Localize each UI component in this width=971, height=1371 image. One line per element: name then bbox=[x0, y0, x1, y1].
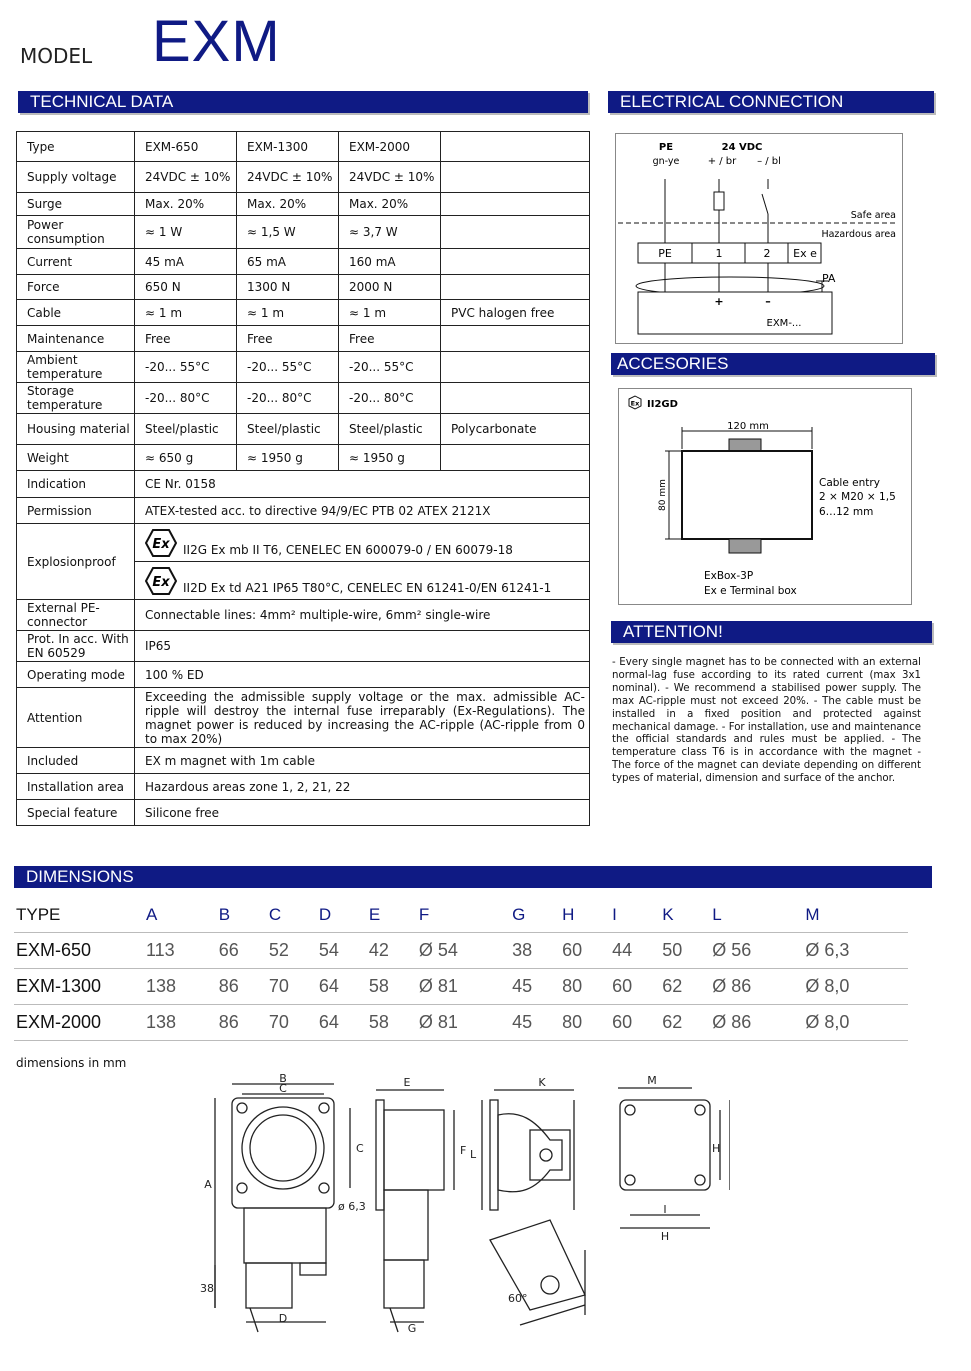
cell: 45 bbox=[510, 968, 560, 1004]
cell: Steel/plastic bbox=[339, 414, 441, 445]
dim-h-side: H bbox=[712, 1142, 721, 1155]
terminal-box-drawing bbox=[619, 389, 913, 606]
cell: 42 bbox=[367, 932, 417, 968]
included-value: EX m magnet with 1m cable bbox=[135, 748, 590, 774]
plus-terminal: + bbox=[714, 295, 724, 308]
cell: -20... 80°C bbox=[135, 383, 237, 414]
cell: 1300 N bbox=[237, 275, 339, 300]
row-label: Installation area bbox=[17, 774, 135, 800]
cell: 650 N bbox=[135, 275, 237, 300]
cell: ≈ 1,5 W bbox=[237, 216, 339, 249]
cell: 58 bbox=[367, 968, 417, 1004]
row-label: Prot. In acc. With EN 60529 bbox=[17, 631, 135, 662]
col-header: E bbox=[368, 904, 381, 924]
dim-38: 38 bbox=[200, 1282, 214, 1295]
accessories-diagram bbox=[618, 388, 912, 605]
dim-a: A bbox=[204, 1178, 212, 1191]
col-header: C bbox=[268, 904, 282, 924]
dim-i: I bbox=[663, 1203, 667, 1216]
dim-d: D bbox=[278, 1312, 288, 1325]
cell: ≈ 1950 g bbox=[237, 445, 339, 471]
width-label: 120 mm bbox=[727, 421, 769, 432]
col-header: L bbox=[712, 904, 722, 924]
cell: -20... 80°C bbox=[237, 383, 339, 414]
col-header: M bbox=[805, 904, 820, 924]
terminal-1: 1 bbox=[715, 247, 723, 260]
cell: -20... 80°C bbox=[339, 383, 441, 414]
terminal-2: 2 bbox=[763, 247, 771, 260]
cell: 80 bbox=[560, 1004, 610, 1040]
cell-note: Polycarbonate bbox=[441, 414, 590, 445]
cell: 45 bbox=[510, 1004, 560, 1040]
operating-value: 100 % ED bbox=[135, 662, 590, 688]
model-name: EXM bbox=[152, 9, 281, 74]
safe-area-label: Safe area bbox=[850, 210, 896, 221]
cell: 113 bbox=[144, 932, 217, 968]
cell: 54 bbox=[317, 932, 367, 968]
external-pe-value: Connectable lines: 4mm² multiple-wire, 6mm² single-wire bbox=[135, 600, 590, 631]
cell: 24VDC ± 10% bbox=[237, 162, 339, 193]
device-label: EXM-... bbox=[766, 318, 802, 329]
terminal-exe: Ex e bbox=[793, 247, 817, 260]
cable-entry-label: Cable entry bbox=[819, 477, 880, 489]
cell: 86 bbox=[217, 1004, 267, 1040]
col-header: TYPE bbox=[16, 904, 61, 924]
pe-sub-label: gn-ye bbox=[652, 156, 680, 167]
cable-thread-label: 2 × M20 × 1,5 bbox=[819, 491, 896, 503]
special-value: Silicone free bbox=[135, 800, 590, 826]
cell: ≈ 1 m bbox=[339, 300, 441, 326]
cell-note bbox=[441, 383, 590, 414]
cell: Ø 8,0 bbox=[803, 968, 908, 1004]
cell: 2000 N bbox=[339, 275, 441, 300]
cell: 38 bbox=[510, 932, 560, 968]
cell-note: PVC halogen free bbox=[441, 300, 590, 326]
terminal-pe: PE bbox=[658, 247, 672, 260]
dimensions-heading: DIMENSIONS bbox=[14, 866, 932, 888]
cell-note bbox=[441, 275, 590, 300]
dim-l: L bbox=[470, 1148, 477, 1161]
cell: Free bbox=[135, 326, 237, 352]
electrical-diagram bbox=[615, 133, 903, 344]
cell: Free bbox=[339, 326, 441, 352]
cell: Free bbox=[237, 326, 339, 352]
ex-hexagon-icon bbox=[145, 567, 177, 595]
dim-b: B bbox=[279, 1072, 287, 1085]
cell: Ø 81 bbox=[417, 968, 510, 1004]
svg-text:Ex: Ex bbox=[152, 536, 170, 552]
attention-text: - Every single magnet has to be connected with an external normal-lag fuse according to its rated current (max 3x1 nominal). - We recommend a stabilised power supply. The max AC-ripple must not exceed 20%. - The cable must be installed in a fixed position and protected against mechanical damage. - For installation, use and maintenance the official standards and rules must be applied. - The temperature class T6 is in accordance with the magnet - The force of the magnet can deviate depending on different types of material, dimension and surface of the anchor. bbox=[612, 657, 921, 785]
model-cell: EXM-2000 bbox=[339, 132, 441, 162]
cell: 62 bbox=[660, 968, 710, 1004]
cell: -20... 55°C bbox=[135, 352, 237, 383]
cell: 24VDC ± 10% bbox=[135, 162, 237, 193]
cell: 138 bbox=[144, 968, 217, 1004]
dimensions-header bbox=[14, 898, 908, 932]
minus-terminal: – bbox=[765, 295, 771, 308]
cell: Max. 20% bbox=[237, 193, 339, 216]
dim-f: F bbox=[460, 1144, 467, 1157]
cell: Ø 81 bbox=[417, 1004, 510, 1040]
minus-label: – / bl bbox=[757, 156, 781, 167]
height-label: 80 mm bbox=[658, 479, 668, 511]
attention-value: Exceeding the admissible supply voltage or the max. admissible AC-ripple will destroy the internal fuse irreparably (Ex-Regulations). The magnet power is reduced by increasing the AC-ripple (AC-ripple from 0 to max 20%) bbox=[135, 688, 590, 748]
row-label: Ambient temperature bbox=[17, 352, 135, 383]
cell: EXM-2000 bbox=[14, 1004, 144, 1040]
type-label: Type bbox=[17, 132, 135, 162]
cell: Ø 54 bbox=[417, 932, 510, 968]
cell: Max. 20% bbox=[135, 193, 237, 216]
cell: 64 bbox=[317, 968, 367, 1004]
model-cell: EXM-650 bbox=[135, 132, 237, 162]
cell: Ø 86 bbox=[710, 968, 803, 1004]
cell: ≈ 1950 g bbox=[339, 445, 441, 471]
dim-g: G bbox=[407, 1322, 417, 1335]
cell-note bbox=[441, 326, 590, 352]
cell: Ø 8,0 bbox=[803, 1004, 908, 1040]
cell: 24VDC ± 10% bbox=[339, 162, 441, 193]
row-label: Current bbox=[17, 249, 135, 275]
cell: 50 bbox=[660, 932, 710, 968]
row-label: Operating mode bbox=[17, 662, 135, 688]
prot-value: IP65 bbox=[135, 631, 590, 662]
cell: 66 bbox=[217, 932, 267, 968]
table-row bbox=[14, 968, 908, 1004]
cell: 86 bbox=[217, 968, 267, 1004]
box-desc-label: Ex e Terminal box bbox=[704, 585, 797, 597]
col-header: F bbox=[418, 904, 430, 924]
row-label: Housing material bbox=[17, 414, 135, 445]
col-header: A bbox=[146, 904, 158, 924]
dim-e: E bbox=[403, 1076, 411, 1089]
row-label: Supply voltage bbox=[17, 162, 135, 193]
col-header: K bbox=[662, 904, 674, 924]
cell-note bbox=[441, 352, 590, 383]
ex-hexagon-icon bbox=[145, 529, 177, 557]
accessories-heading: ACCESORIES bbox=[611, 353, 935, 375]
cell: -20... 55°C bbox=[237, 352, 339, 383]
row-label: Included bbox=[17, 748, 135, 774]
cell: 60 bbox=[610, 968, 660, 1004]
cell: Steel/plastic bbox=[237, 414, 339, 445]
cell: ≈ 650 g bbox=[135, 445, 237, 471]
cell: 65 mA bbox=[237, 249, 339, 275]
col-header: D bbox=[318, 904, 332, 924]
model-cell: EXM-1300 bbox=[237, 132, 339, 162]
table-row bbox=[14, 932, 908, 968]
svg-text:Ex: Ex bbox=[630, 399, 640, 408]
cell: 70 bbox=[267, 1004, 317, 1040]
attention-heading: ATTENTION! bbox=[611, 621, 932, 643]
row-label: Storage temperature bbox=[17, 383, 135, 414]
row-label: Attention bbox=[17, 688, 135, 748]
col-header: I bbox=[612, 904, 617, 924]
cell: EXM-1300 bbox=[14, 968, 144, 1004]
cell-note bbox=[441, 445, 590, 471]
cell: ≈ 1 m bbox=[237, 300, 339, 326]
explosion-text-1: II2G Ex mb II T6, CENELEC EN 600079-0 / EN 60079-18 bbox=[183, 542, 513, 557]
row-label: Explosionproof bbox=[17, 524, 135, 600]
cell-note bbox=[441, 162, 590, 193]
electrical-connection-heading: ELECTRICAL CONNECTION bbox=[608, 91, 934, 113]
row-label: Maintenance bbox=[17, 326, 135, 352]
dimensions-table bbox=[14, 898, 908, 1041]
cell: ≈ 1 m bbox=[135, 300, 237, 326]
cell: Ø 6,3 bbox=[803, 932, 908, 968]
cable-range-label: 6…12 mm bbox=[819, 506, 874, 518]
cell: 80 bbox=[560, 968, 610, 1004]
cell: 160 mA bbox=[339, 249, 441, 275]
pe-label: PE bbox=[658, 142, 674, 153]
cell: Ø 86 bbox=[710, 1004, 803, 1040]
model-label: MODEL bbox=[20, 44, 93, 68]
row-label: Permission bbox=[17, 498, 135, 524]
technical-data-heading: TECHNICAL DATA bbox=[18, 91, 588, 113]
row-label: Surge bbox=[17, 193, 135, 216]
vdc-label: 24 VDC bbox=[721, 142, 763, 153]
table-row bbox=[14, 1004, 908, 1040]
row-label: Power consumption bbox=[17, 216, 135, 249]
cell-note bbox=[441, 249, 590, 275]
dim-c: C bbox=[279, 1082, 287, 1095]
cell: 62 bbox=[660, 1004, 710, 1040]
cell: Ø 56 bbox=[710, 932, 803, 968]
cell: -20... 55°C bbox=[339, 352, 441, 383]
explosion-line bbox=[135, 562, 590, 600]
row-label: Indication bbox=[17, 471, 135, 498]
row-label: Weight bbox=[17, 445, 135, 471]
cell: 45 mA bbox=[135, 249, 237, 275]
permission-value: ATEX-tested acc. to directive 94/9/EC PTB 02 ATEX 2121X bbox=[135, 498, 590, 524]
cell: 138 bbox=[144, 1004, 217, 1040]
cell-note bbox=[441, 193, 590, 216]
cell: Max. 20% bbox=[339, 193, 441, 216]
installation-value: Hazardous areas zone 1, 2, 21, 22 bbox=[135, 774, 590, 800]
row-label: Special feature bbox=[17, 800, 135, 826]
cell: 64 bbox=[317, 1004, 367, 1040]
dimensions-note: dimensions in mm bbox=[16, 1056, 127, 1070]
technical-drawing bbox=[190, 1070, 730, 1340]
cell: 44 bbox=[610, 932, 660, 968]
svg-text:Ex: Ex bbox=[152, 574, 170, 590]
cell: 60 bbox=[560, 932, 610, 968]
pa-label: PA bbox=[822, 272, 836, 285]
cell: 70 bbox=[267, 968, 317, 1004]
angle-label: 60° bbox=[508, 1292, 528, 1305]
indication-value: CE Nr. 0158 bbox=[135, 471, 590, 498]
cell: ≈ 1 W bbox=[135, 216, 237, 249]
row-label: External PE-connector bbox=[17, 600, 135, 631]
row-label: Cable bbox=[17, 300, 135, 326]
wiring-diagram bbox=[616, 134, 904, 345]
explosion-text-2: II2D Ex td A21 IP65 T80°C, CENELEC EN 61241-0/EN 61241-1 bbox=[183, 580, 552, 595]
col-header: B bbox=[218, 904, 231, 924]
dim-k: K bbox=[538, 1076, 546, 1089]
hole-label: ø 6,3 bbox=[338, 1200, 366, 1213]
col-header: G bbox=[512, 904, 526, 924]
explosion-line bbox=[135, 524, 590, 562]
dim-c-side: C bbox=[356, 1142, 364, 1155]
cell: 60 bbox=[610, 1004, 660, 1040]
dim-h: H bbox=[660, 1230, 670, 1243]
box-name-label: ExBox-3P bbox=[704, 570, 754, 582]
cert-label: II2GD bbox=[647, 399, 678, 410]
cell: 58 bbox=[367, 1004, 417, 1040]
col-header: H bbox=[562, 904, 575, 924]
dim-m: M bbox=[647, 1074, 657, 1087]
cell: Steel/plastic bbox=[135, 414, 237, 445]
row-label: Force bbox=[17, 275, 135, 300]
cell-note bbox=[441, 216, 590, 249]
table-row bbox=[17, 132, 590, 162]
cell: 52 bbox=[267, 932, 317, 968]
technical-data-table bbox=[16, 131, 590, 826]
hazardous-area-label: Hazardous area bbox=[821, 229, 896, 240]
plus-label: + / br bbox=[707, 156, 737, 167]
cell: ≈ 3,7 W bbox=[339, 216, 441, 249]
cell: EXM-650 bbox=[14, 932, 144, 968]
